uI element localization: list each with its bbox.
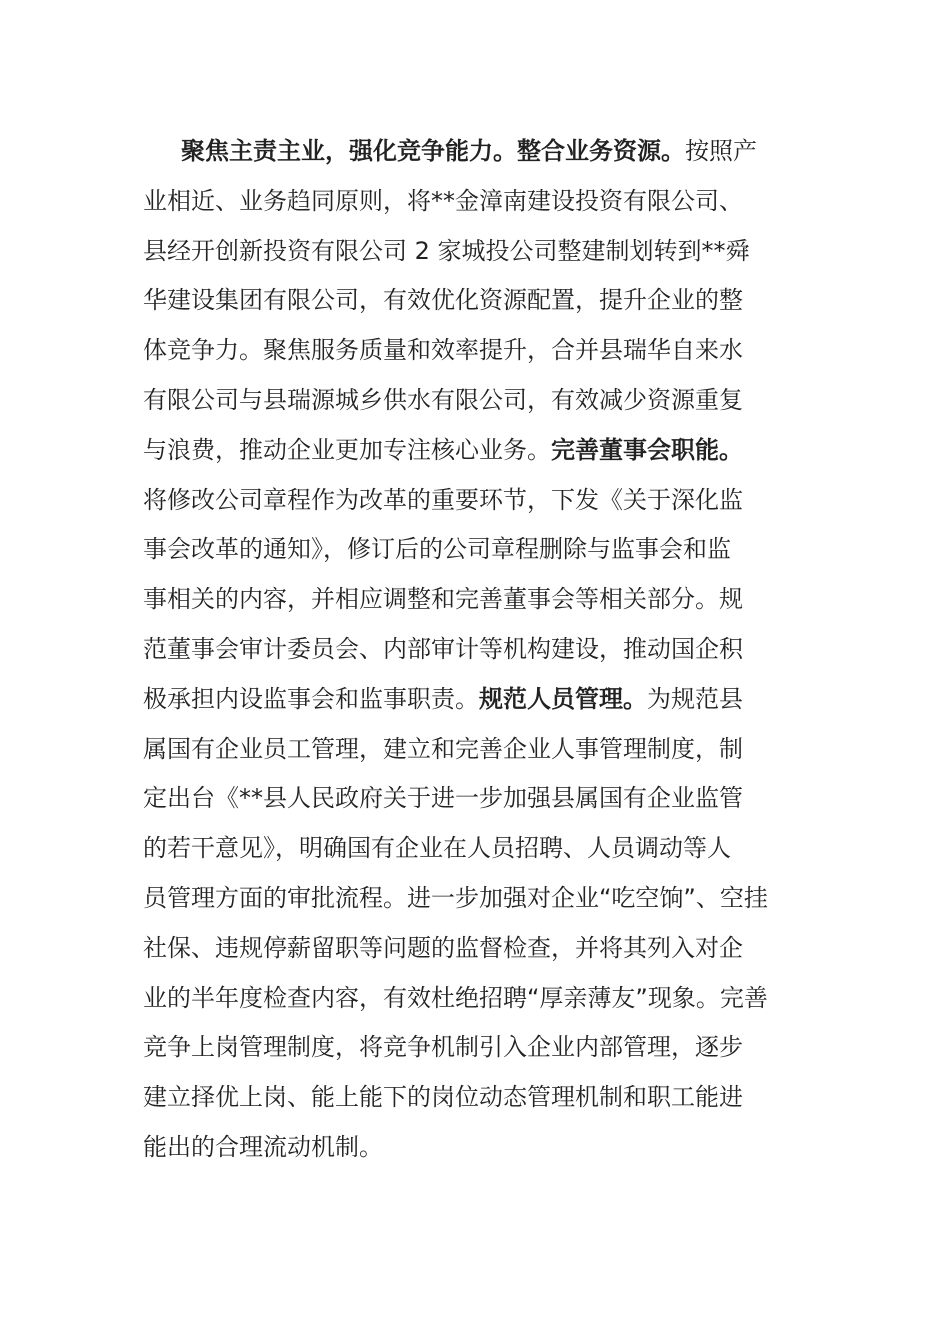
paragraph-line xyxy=(143,924,809,974)
line-text: 范董事会审计委员会、内部审计等机构建设，推动国企积 xyxy=(143,634,743,663)
paragraph-line xyxy=(143,675,809,725)
paragraph-line xyxy=(143,874,809,924)
line-text: 有限公司与县瑞源城乡供水有限公司，有效减少资源重复 xyxy=(143,385,743,414)
line-text: 属国有企业员工管理，建立和完善企业人事管理制度，制 xyxy=(143,734,743,763)
line-text: 员管理方面的审批流程。进一步加强对企业“吃空饷”、空挂 xyxy=(143,883,768,912)
line-text: 业相近、业务趋同原则，将**金漳南建设投资有限公司、 xyxy=(143,186,743,215)
paragraph-line xyxy=(143,1123,809,1173)
line-text: 竞争上岗管理制度，将竞争机制引入企业内部管理，逐步 xyxy=(143,1033,743,1062)
line-text: 体竞争力。聚焦服务质量和效率提升，合并县瑞华自来水 xyxy=(143,336,743,365)
paragraph-line xyxy=(143,725,809,775)
line-text: 定出台《**县人民政府关于进一步加强县属国有企业监管 xyxy=(143,784,743,813)
paragraph-line xyxy=(143,426,809,476)
line-text: 为规范县 xyxy=(647,684,743,713)
paragraph-line xyxy=(143,376,809,426)
heading-regulate-personnel: 规范人员管理。 xyxy=(479,684,647,713)
line-text: 能出的合理流动机制。 xyxy=(143,1132,383,1161)
line-text: 将修改公司章程作为改革的重要环节，下发《关于深化监 xyxy=(143,485,743,514)
paragraph-line xyxy=(143,227,809,277)
paragraph-line xyxy=(143,525,809,575)
paragraph-line xyxy=(143,127,809,177)
line-text: 县经开创新投资有限公司 2 家城投公司整建制划转到**舜 xyxy=(143,236,750,265)
line-text: 事会改革的通知》，修订后的公司章程删除与监事会和监 xyxy=(143,535,731,564)
line-text: 社保、违规停薪留职等问题的监督检查，并将其列入对企 xyxy=(143,933,743,962)
heading-focus-main-business: 聚焦主责主业，强化竞争能力。 xyxy=(181,137,517,165)
paragraph-line xyxy=(143,625,809,675)
line-text: 与浪费，推动企业更加专注核心业务。 xyxy=(143,435,551,464)
line-text: 业的半年度检查内容，有效杜绝招聘“厚亲薄友”现象。完善 xyxy=(143,983,768,1012)
line-text: 华建设集团有限公司，有效优化资源配置，提升企业的整 xyxy=(143,286,743,315)
paragraph-line xyxy=(143,177,809,227)
paragraph-line xyxy=(143,774,809,824)
paragraph-line xyxy=(143,1023,809,1073)
paragraph-line xyxy=(143,276,809,326)
paragraph-line xyxy=(143,575,809,625)
line-text: 事相关的内容，并相应调整和完善董事会等相关部分。规 xyxy=(143,585,743,614)
paragraph-line xyxy=(143,824,809,874)
line-text: 按照产 xyxy=(685,137,757,165)
heading-integrate-resources: 整合业务资源。 xyxy=(517,137,685,165)
line-text: 的若干意见》，明确国有企业在人员招聘、人员调动等人 xyxy=(143,834,731,863)
line-text: 建立择优上岗、能上能下的岗位动态管理机制和职工能进 xyxy=(143,1083,743,1112)
paragraph-line xyxy=(143,476,809,526)
paragraph-line xyxy=(143,974,809,1024)
line-text: 极承担内设监事会和监事职责。 xyxy=(143,684,479,713)
paragraph-line xyxy=(143,326,809,376)
body-paragraph xyxy=(143,127,809,1173)
heading-improve-board-functions: 完善董事会职能。 xyxy=(551,435,743,464)
paragraph-line xyxy=(143,1073,809,1123)
